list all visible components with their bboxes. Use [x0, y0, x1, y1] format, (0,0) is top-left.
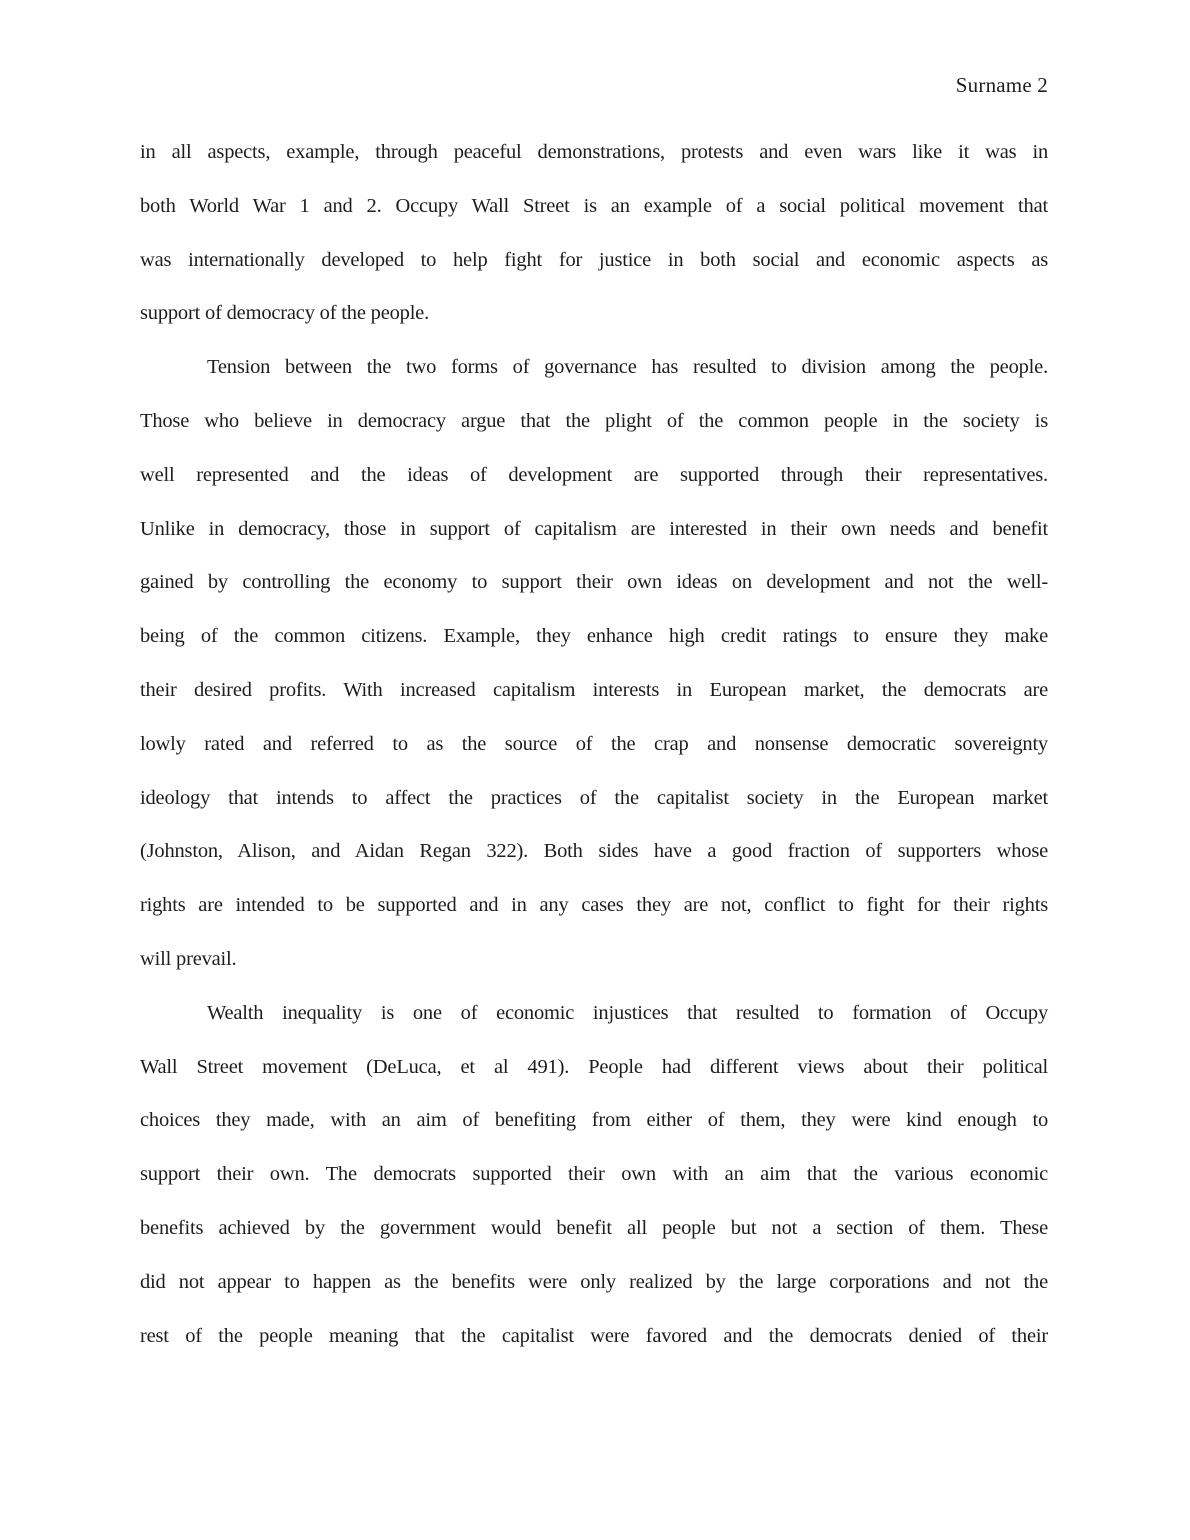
header-page-label: Surname 2 [955, 73, 1048, 97]
text-line: will prevail. [140, 947, 237, 970]
text-line: their desired profits. With increased capitalism interests in European market, the democrats are [140, 678, 1048, 701]
paragraph [140, 126, 1048, 341]
paragraph [140, 987, 1048, 1364]
text-line: support of democracy of the people. [140, 302, 430, 325]
text-line: Wealth inequality is one of economic injustices that resulted to formation of Occupy [207, 1001, 1048, 1024]
text-line: both World War 1 and 2. Occupy Wall Street is an example of a social political movement that [140, 194, 1048, 217]
text-line: Tension between the two forms of governance has resulted to division among the people. [207, 356, 1048, 379]
text-line: rest of the people meaning that the capitalist were favored and the democrats denied of their [140, 1324, 1048, 1347]
text-line: choices they made, with an aim of benefiting from either of them, they were kind enough to [140, 1109, 1048, 1132]
text-line: Unlike in democracy, those in support of capitalism are interested in their own needs and benefit [140, 517, 1048, 540]
text-line: (Johnston, Alison, and Aidan Regan 322). Both sides have a good fraction of supporters whose [140, 840, 1048, 863]
text-line: was internationally developed to help fight for justice in both social and economic aspects as [140, 248, 1048, 271]
document-body [140, 126, 1048, 1363]
text-line: being of the common citizens. Example, they enhance high credit ratings to ensure they make [140, 625, 1048, 648]
text-line: gained by controlling the economy to support their own ideas on development and not the well- [140, 571, 1048, 594]
paragraph [140, 341, 1048, 987]
text-line: Wall Street movement (DeLuca, et al 491). People had different views about their political [140, 1055, 1048, 1078]
text-line: ideology that intends to affect the practices of the capitalist society in the European market [140, 786, 1048, 809]
text-line: Those who believe in democracy argue that the plight of the common people in the society is [140, 409, 1048, 432]
text-line: in all aspects, example, through peaceful demonstrations, protests and even wars like it was in [140, 141, 1048, 163]
text-line: lowly rated and referred to as the source of the crap and nonsense democratic sovereignty [140, 732, 1048, 755]
text-line: benefits achieved by the government would benefit all people but not a section of them. These [140, 1216, 1048, 1239]
text-line: rights are intended to be supported and in any cases they are not, conflict to fight for their rights [140, 894, 1048, 917]
page-header [140, 74, 1048, 96]
text-line: well represented and the ideas of development are supported through their representatives. [140, 463, 1048, 486]
text-line: support their own. The democrats supported their own with an aim that the various economic [140, 1163, 1048, 1186]
text-line: did not appear to happen as the benefits were only realized by the large corporations and not the [140, 1270, 1048, 1293]
